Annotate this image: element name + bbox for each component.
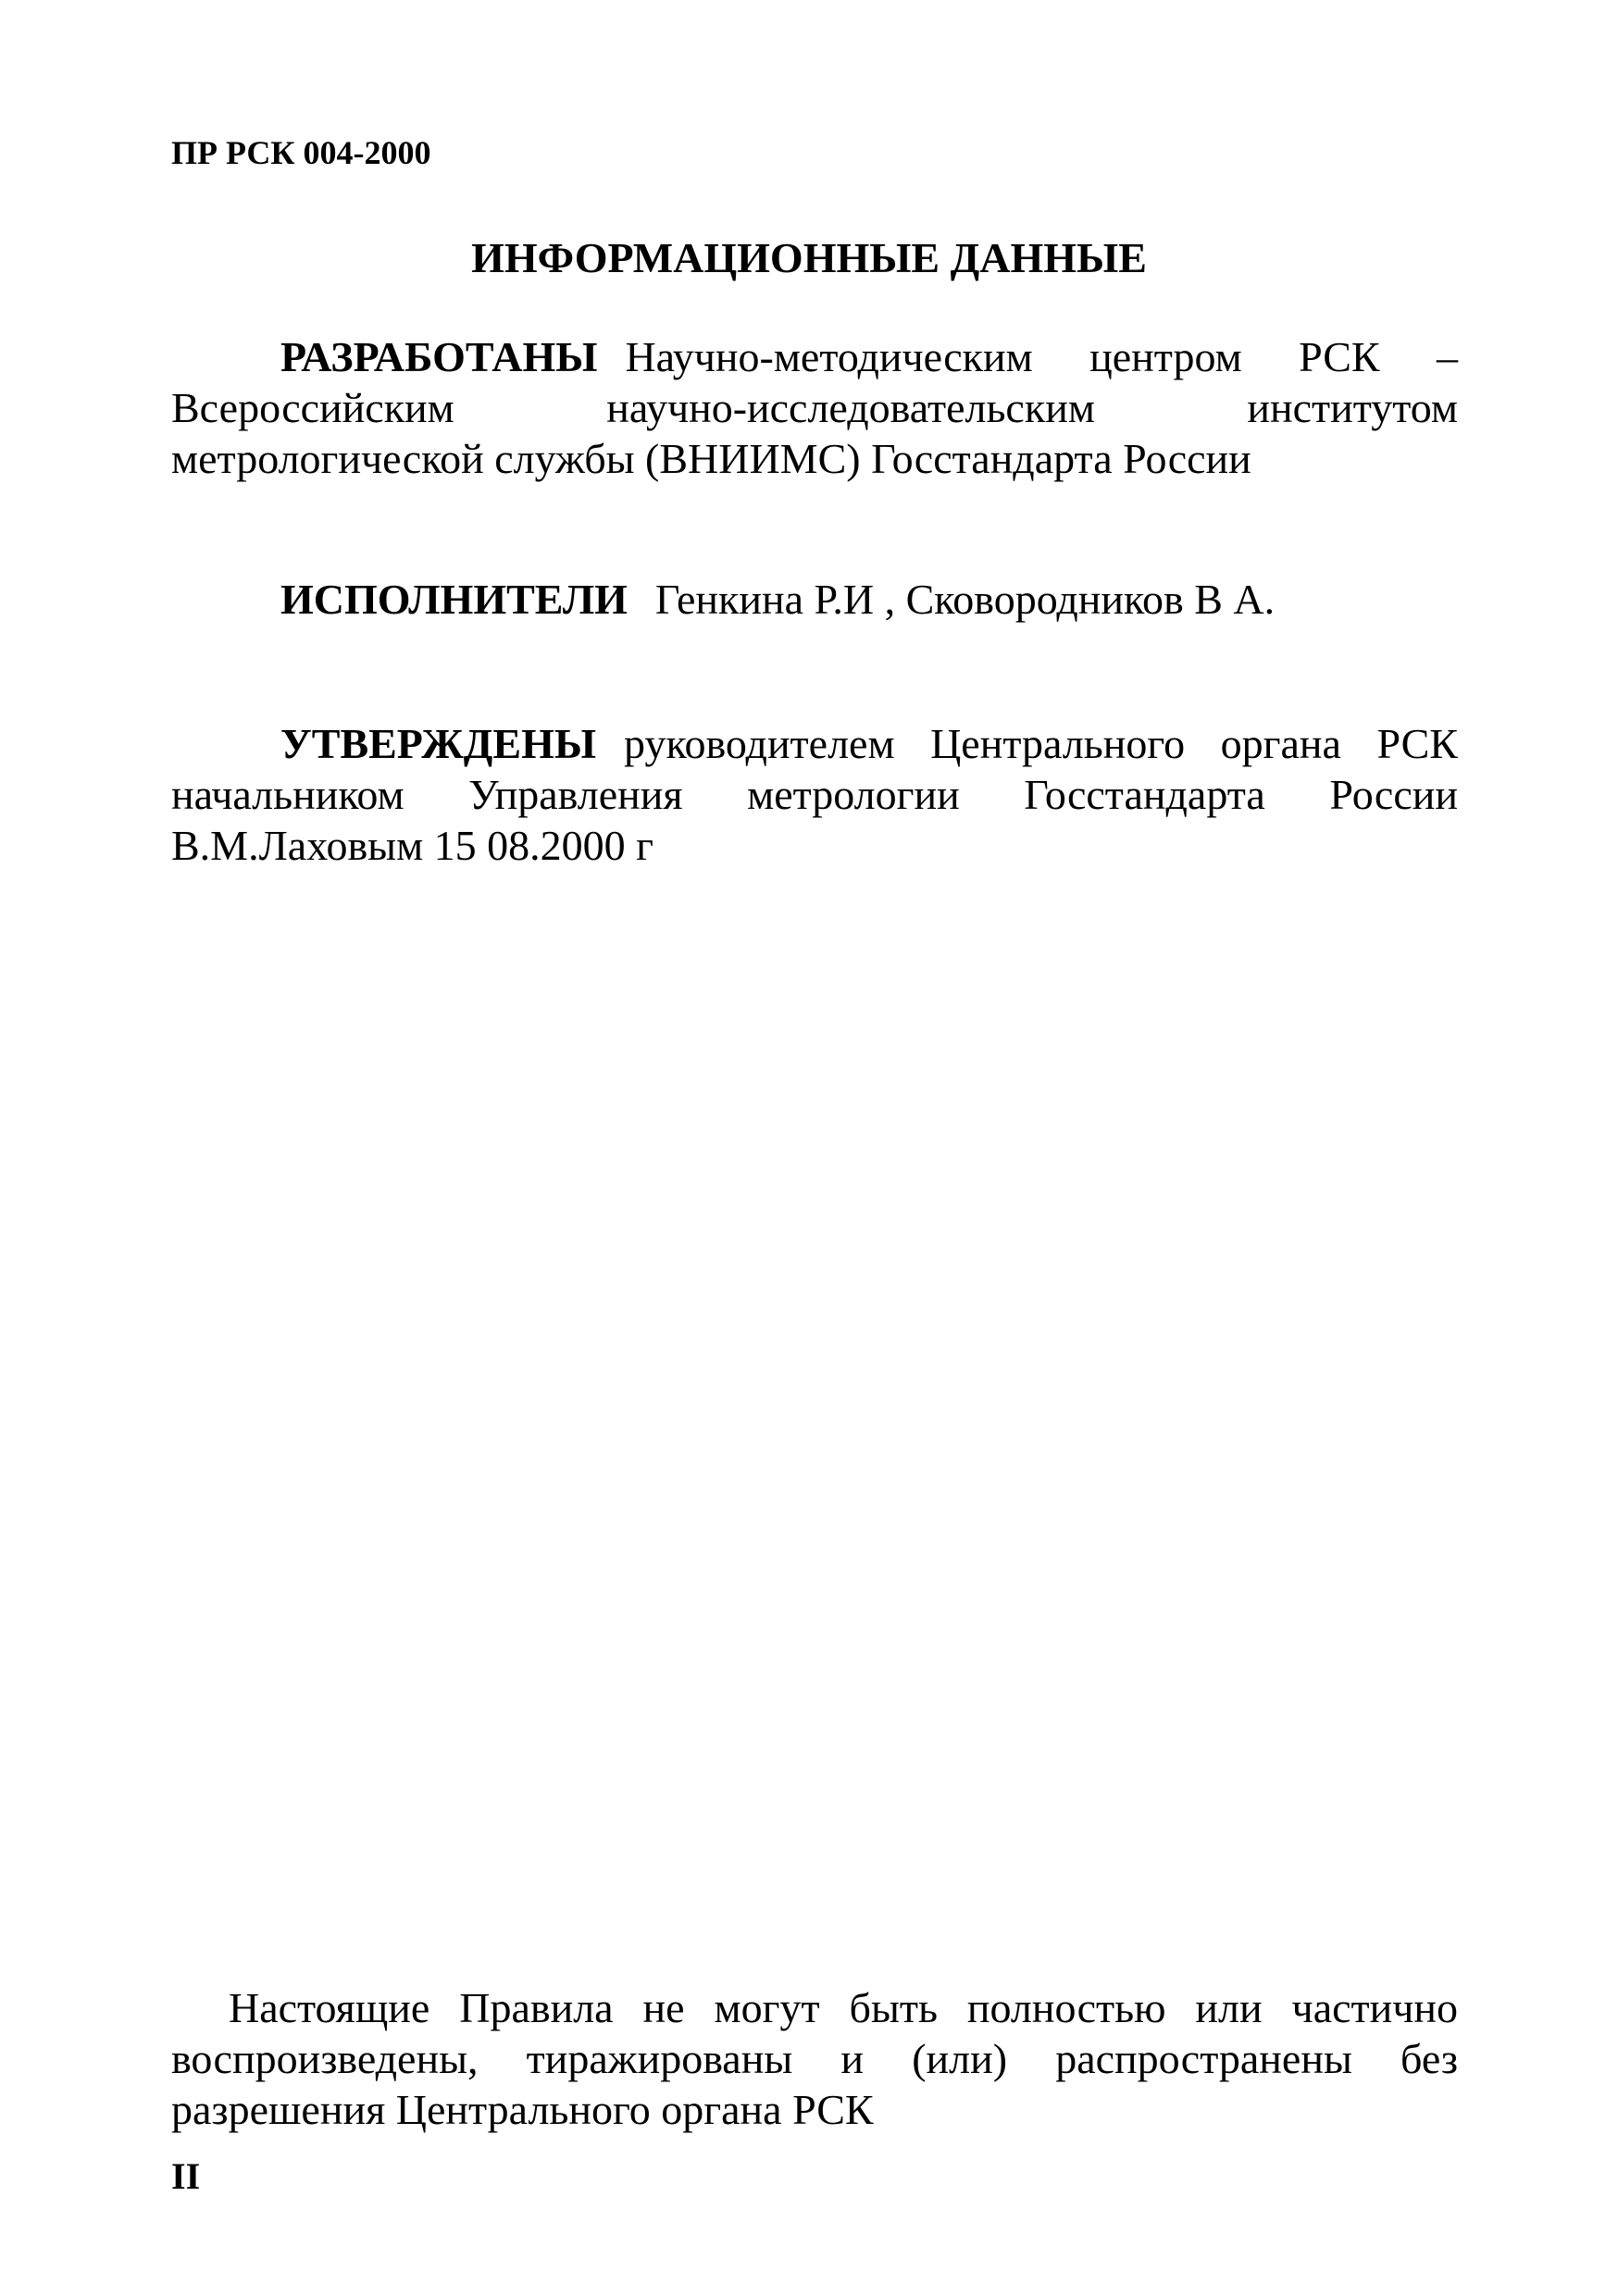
page-title: ИНФОРМАЦИОННЫЕ ДАННЫЕ xyxy=(471,234,1147,281)
developed-label: РАЗРАБОТАНЫ xyxy=(280,333,598,380)
executors-label: ИСПОЛНИТЕЛИ xyxy=(280,576,628,623)
approved-paragraph xyxy=(171,718,1458,871)
copyright-notice xyxy=(171,1982,1458,2135)
executors-paragraph xyxy=(171,574,1458,625)
executors-text: Генкина Р.И , Сковородников В А. xyxy=(654,576,1276,623)
developed-paragraph xyxy=(171,331,1458,484)
notice-text: Настоящие Правила не могут быть полностью или частично воспроизведены, тиражированы и (или) распространены без разрешения Центрального органа РСК xyxy=(171,1984,1458,2133)
approved-text: руководителем Центрального органа РСК начальником Управления метрологии Госстандарта России В.М.Лаховым 15 08.2000 г xyxy=(171,720,1458,869)
document-code: ПР РСК 004-2000 xyxy=(171,134,431,171)
developed-text: Научно-методическим центром РСК – Всероссийским научно-исследовательским институтом метрологической службы (ВНИИМС) Госстандарта России xyxy=(171,333,1458,482)
page-number: II xyxy=(171,2155,201,2197)
approved-label: УТВЕРЖДЕНЫ xyxy=(280,720,597,767)
